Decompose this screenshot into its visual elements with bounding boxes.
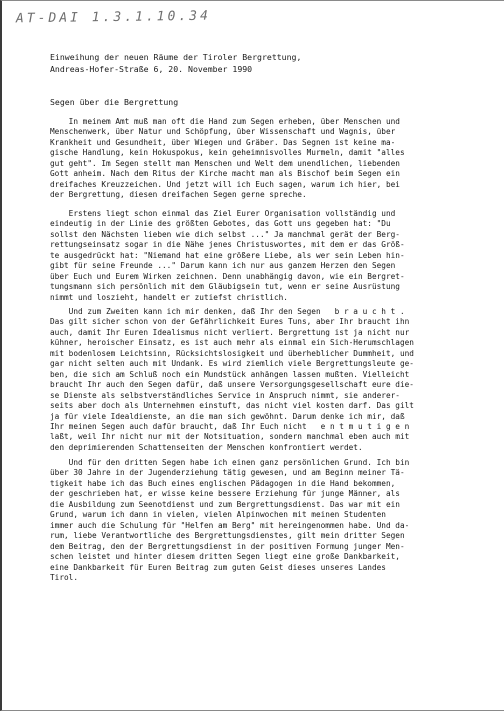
text-line: Krankheit und Gesundheit, über Wiegen und Gräber. Das Segnen ist keine ma- — [50, 137, 396, 147]
text-line: über Euch und Eurem Wirken zeichnen. Denn unabhängig davon, wie ein Bergret- — [50, 271, 405, 281]
text-line: nimmt und loszieht, handelt er zutiefst christlich. — [50, 292, 288, 302]
paragraph-4 — [50, 458, 470, 583]
speech-title: Segen über die Bergrettung — [50, 97, 179, 107]
text-line: laßt, weil Ihr nicht nur mit der Notsituation, sondern manchmal eben auch mit — [50, 432, 410, 442]
paragraph-3 — [50, 307, 470, 453]
text-line: Ihr meinen Segen auch dafür braucht, daß Ihr Euch nicht e n t m u t i g e n — [50, 421, 410, 431]
paragraph-2 — [50, 209, 470, 303]
text-line: Das gilt sicher schon von der Gefährlichkeit Eures Tuns, aber Ihr braucht ihn — [50, 317, 410, 327]
text-line: Menschenwerk, über Natur und Schöpfung, über Wissenschaft und Wagnis, über — [50, 127, 396, 137]
text-line: kühner, heroischer Einsatz, es ist auch mehr als einmal ein Sich-Herumschlagen — [50, 338, 414, 348]
text-line: eine Dankbarkeit für Euren Beitrag zum guten Geist dieses unseres Landes — [50, 562, 386, 572]
text-line: Gott anheim. Nach dem Ritus der Kirche macht man als Bischof beim Segen ein — [50, 169, 400, 179]
text-line: sollst den Nächsten lieben wie dich selbst ..." Ja manchmal gerät der Berg- — [50, 229, 400, 239]
text-line: seits aber doch als Unternehmen einstuft, das nicht viel kosten darf. Das gilt — [50, 401, 414, 411]
text-line: mit bodenlosem Leichtsinn, Rücksichtslosigkeit und überheblicher Dummheit, und — [50, 348, 414, 358]
heading-line-1: Einweihung der neuen Räume der Tiroler Bergrettung, — [50, 52, 302, 62]
text-line: über 30 Jahre in der Jugenderziehung tätig gewesen, und am Beginn meiner Tä- — [50, 468, 405, 478]
text-line: gut geht". Im Segen stellt man Menschen und Welt dem unendlichen, liebenden — [50, 158, 400, 168]
text-line: gische Handlung, kein Hokuspokus, kein geheimnisvolles Murmeln, damit "alles — [50, 148, 405, 158]
text-line: den deprimierenden Schattenseiten der Menschen konfrontiert werdet. — [50, 442, 363, 452]
text-line: rettungseinsatz sogar in die Nähe jenes Christuswortes, mit dem er das Größ- — [50, 240, 405, 250]
text-line: ja für viele Idealdienste, an die man sich gewöhnt. Darum denke ich mir, daß — [50, 411, 405, 421]
text-line: immer auch die Schulung für "Helfen am Berg" mit hereingenommen habe. Und da- — [50, 520, 410, 530]
text-line: der geschrieben hat, er wisse keine bessere Erziehung für junge Männer, als — [50, 489, 400, 499]
text-line: Tirol. — [50, 572, 78, 582]
text-line: die Ausbildung zum Seenotdienst und zum Bergrettungsdienst. Das war mit ein — [50, 499, 400, 509]
text-line: gibt für seine Freunde ..." Darum kann ich nur aus ganzem Herzen den Segen — [50, 261, 396, 271]
text-line: se Dienste als selbstverständliches Service in Anspruch nimmt, sie anderer- — [50, 390, 400, 400]
text-line: eindeutig in der Linie des größten Gebotes, das Gott uns gegeben hat: "Du — [50, 219, 391, 229]
text-line: gar nicht selten auch mit Undank. Es wird ziemlich viele Bergrettungsleute ge- — [50, 359, 414, 369]
archive-stamp: AT-DAI 1.3.1.10.34 — [15, 8, 211, 27]
text-line: Und für den dritten Segen habe ich einen ganz persönlichen Grund. Ich bin — [50, 458, 410, 467]
text-line: Grund, warum ich dann in vielen, vielen Alpinwochen mit meinen Studenten — [50, 510, 386, 520]
text-line: dem Beitrag, den der Bergrettungsdienst in der positiven Formung junger Men- — [50, 541, 405, 551]
text-line: tungsmann sich persönlich mit dem Gläubigsein tut, wenn er seine Ausrüstung — [50, 282, 400, 292]
text-line: auch, damit Ihr Euren Idealismus nicht verliert. Bergrettung ist ja nicht nur — [50, 327, 410, 337]
text-line: Und zum Zweiten kann ich mir denken, daß Ihr den Segen b r a u c h t . — [50, 307, 405, 316]
text-line: tigkeit habe ich das Buch eines englischen Pädagogen in die Hand bekommen, — [50, 478, 396, 488]
paragraph-1 — [50, 117, 470, 201]
text-line: In meinem Amt muß man oft die Hand zum Segen erheben, über Menschen und — [50, 117, 400, 126]
text-line: der Bergrettung, diesen dreifachen Segen gerne spreche. — [50, 190, 307, 200]
text-line: te ausgedrückt hat: "Niemand hat eine größere Liebe, als wer sein Leben hin- — [50, 250, 405, 260]
text-line: Erstens liegt schon einmal das Ziel Eurer Organisation vollständig und — [50, 209, 396, 218]
text-line: ben, die sich am Schluß noch ein Mundstück anhängen lassen mußten. Vielleicht — [50, 369, 410, 379]
heading-line-2: Andreas-Hofer-Straße 6, 20. November 1990 — [50, 63, 253, 74]
text-line: rum, liebe Verantwortliche des Bergrettungsdienstes, gilt mein dritter Segen — [50, 531, 405, 541]
text-line: braucht Ihr auch den Segen dafür, daß unsere Versorgungsgesellschaft eure die- — [50, 380, 414, 390]
event-heading — [50, 52, 301, 75]
text-line: schen leistet und hinter diesem dritten Segen liegt eine große Dankbarkeit, — [50, 552, 400, 562]
text-line: dreifaches Kreuzzeichen. Und jetzt will ich Euch sagen, warum ich hier, bei — [50, 179, 400, 189]
